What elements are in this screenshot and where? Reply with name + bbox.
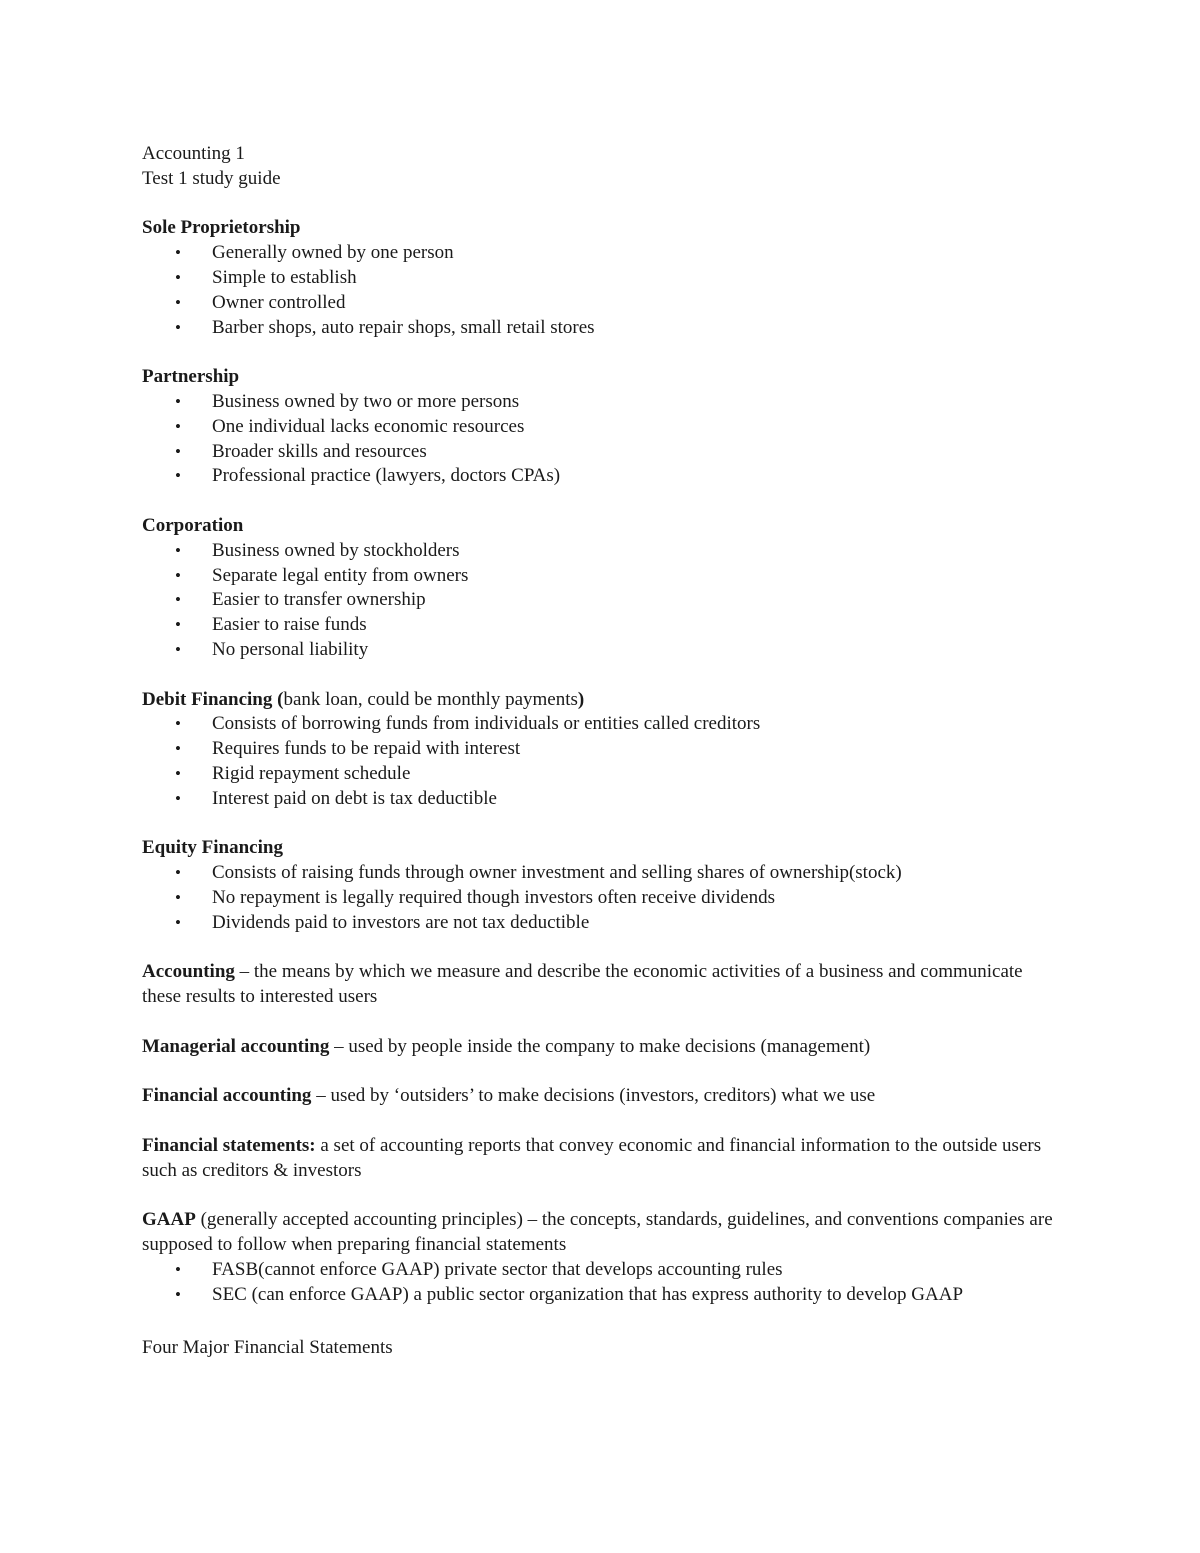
- list-item: • Separate legal entity from owners: [142, 564, 1062, 589]
- bullet-icon: •: [175, 615, 181, 635]
- list-item: • Consists of raising funds through owner investment and selling shares of ownership(stock): [142, 861, 1062, 886]
- section-heading-partnership: Partnership: [142, 366, 240, 388]
- list-item: • SEC (can enforce GAAP) a public sector organization that has express authority to develop GAAP: [142, 1283, 1062, 1308]
- bullet-icon: •: [175, 1259, 181, 1279]
- bullet-icon: •: [175, 639, 181, 659]
- bullet-icon: •: [175, 912, 181, 932]
- equity-financing-list: [142, 861, 1062, 935]
- list-item: • Owner controlled: [142, 291, 1062, 316]
- section-heading-corporation: Corporation: [142, 514, 244, 536]
- bullet-icon: •: [175, 887, 181, 907]
- definition-managerial-accounting: Managerial accounting – used by people inside the company to make decisions (management): [142, 1035, 871, 1057]
- list-item: • Rigid repayment schedule: [142, 762, 1062, 787]
- bullet-icon: •: [175, 1284, 181, 1304]
- partnership-list: [142, 390, 1062, 489]
- list-item: • One individual lacks economic resources: [142, 415, 1062, 440]
- four-major-financial-statements: Four Major Financial Statements: [142, 1337, 393, 1359]
- bullet-icon: •: [175, 540, 181, 560]
- list-item: • No personal liability: [142, 638, 1062, 663]
- bullet-icon: •: [175, 565, 181, 585]
- list-item: • Business owned by stockholders: [142, 539, 1062, 564]
- list-item: • No repayment is legally required though investors often receive dividends: [142, 886, 1062, 911]
- debit-financing-list: [142, 712, 1062, 811]
- definition-accounting: Accounting – the means by which we measure and describe the economic activities of a business and communicate these results to interested users: [142, 961, 1023, 1008]
- definition-financial-accounting: Financial accounting – used by ‘outsiders’ to make decisions (investors, creditors) what we use: [142, 1085, 876, 1107]
- list-item: • Dividends paid to investors are not tax deductible: [142, 911, 1062, 936]
- sole-proprietorship-list: [142, 241, 1062, 340]
- section-heading-debit-financing: Debit Financing (bank loan, could be monthly payments): [142, 688, 585, 710]
- bullet-icon: •: [175, 267, 181, 287]
- definition-gaap: GAAP (generally accepted accounting principles) – the concepts, standards, guidelines, and conventions companies are supposed to follow when preparing financial statements: [142, 1209, 1053, 1256]
- course-title: Accounting 1: [142, 143, 245, 164]
- list-item: • Easier to raise funds: [142, 613, 1062, 638]
- list-item: • Easier to transfer ownership: [142, 588, 1062, 613]
- bullet-icon: •: [175, 391, 181, 411]
- guide-subtitle: Test 1 study guide: [142, 167, 281, 189]
- document-body: [142, 142, 1062, 1361]
- definition-financial-statements: Financial statements: a set of accounting reports that convey economic and financial information to the outside users such as creditors & investors: [142, 1134, 1042, 1181]
- corporation-list: [142, 539, 1062, 663]
- bullet-icon: •: [175, 788, 181, 808]
- list-item: • Professional practice (lawyers, doctors CPAs): [142, 464, 1062, 489]
- bullet-icon: •: [175, 292, 181, 312]
- bullet-icon: •: [175, 590, 181, 610]
- list-item: • Business owned by two or more persons: [142, 390, 1062, 415]
- gaap-list: [142, 1258, 1062, 1308]
- bullet-icon: •: [175, 466, 181, 486]
- bullet-icon: •: [175, 763, 181, 783]
- list-item: • Generally owned by one person: [142, 241, 1062, 266]
- list-item: • Requires funds to be repaid with interest: [142, 737, 1062, 762]
- list-item: • Simple to establish: [142, 266, 1062, 291]
- bullet-icon: •: [175, 317, 181, 337]
- list-item: • FASB(cannot enforce GAAP) private sector that develops accounting rules: [142, 1258, 1062, 1283]
- bullet-icon: •: [175, 441, 181, 461]
- list-item: • Consists of borrowing funds from individuals or entities called creditors: [142, 712, 1062, 737]
- bullet-icon: •: [175, 416, 181, 436]
- section-heading-sole-proprietorship: Sole Proprietorship: [142, 217, 301, 239]
- section-heading-equity-financing: Equity Financing: [142, 837, 283, 859]
- list-item: • Interest paid on debt is tax deductible: [142, 787, 1062, 812]
- list-item: • Broader skills and resources: [142, 440, 1062, 465]
- bullet-icon: •: [175, 863, 181, 883]
- bullet-icon: •: [175, 739, 181, 759]
- bullet-icon: •: [175, 243, 181, 263]
- bullet-icon: •: [175, 714, 181, 734]
- list-item: • Barber shops, auto repair shops, small retail stores: [142, 316, 1062, 341]
